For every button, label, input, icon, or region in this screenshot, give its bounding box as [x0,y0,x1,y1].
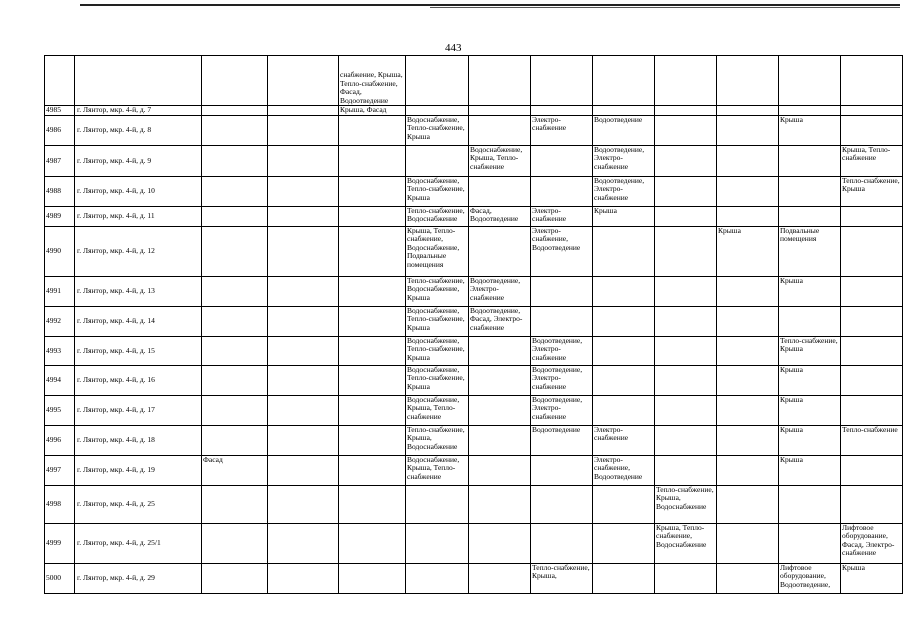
work-cell [202,277,268,307]
work-cell [406,146,469,177]
work-cell: Водоотведение, Электро-снабжение [531,366,593,396]
work-cell [202,486,268,524]
table-row [45,106,903,116]
work-cell [779,524,841,564]
work-cell [655,337,717,366]
work-cell [593,337,655,366]
work-cell: Водоснабжение, Тепло-снабжение, Крыша [406,337,469,366]
table-body [45,56,903,594]
work-cell [841,486,903,524]
work-cell: Лифтовое оборудование, Фасад, Электро-снабжение [841,524,903,564]
work-cell [469,524,531,564]
work-cell [202,227,268,277]
work-cell [593,564,655,594]
work-cell [717,426,779,456]
work-cell [717,146,779,177]
work-cell [339,456,406,486]
work-cell: Тепло-снабжение, Водоснабжение [406,207,469,227]
page-number: 443 [445,42,462,54]
address-cell: г. Лянтор, мкр. 4-й, д. 25 [75,486,202,524]
work-cell [202,337,268,366]
work-cell [655,116,717,146]
cell-empty [779,56,841,106]
work-cell [469,426,531,456]
work-cell [339,116,406,146]
work-cell [339,564,406,594]
table-row [45,277,903,307]
work-cell [655,106,717,116]
cell-empty [531,56,593,106]
row-number: 4997 [45,456,75,486]
work-cell [779,486,841,524]
table-row [45,456,903,486]
work-cell [202,106,268,116]
address-cell: г. Лянтор, мкр. 4-й, д. 16 [75,366,202,396]
work-cell [593,106,655,116]
work-cell [469,366,531,396]
row-number: 4998 [45,486,75,524]
work-cell: Электро-снабжение, Водоотведение [531,227,593,277]
work-cell [202,307,268,337]
work-cell [268,307,339,337]
work-cell [406,564,469,594]
work-cell: Крыша, Тепло-снабжение, Водоснабжение [655,524,717,564]
work-cell [779,177,841,207]
work-cell: Водоснабжение, Тепло-снабжение, Крыша [406,307,469,337]
table-row [45,524,903,564]
work-cell [717,207,779,227]
work-cell: Крыша, Тепло-снабжение, Водоснабжение, Подвальные помещения [406,227,469,277]
work-cell [593,396,655,426]
work-cell: Электро-снабжение [531,116,593,146]
work-cell [339,146,406,177]
table-row [45,307,903,337]
work-cell [593,366,655,396]
work-cell: Водоотведение, Электро-снабжение [593,146,655,177]
work-cell [531,307,593,337]
work-cell [717,177,779,207]
work-cell: Электро-снабжение, Водоотведение [593,456,655,486]
work-cell [339,307,406,337]
work-cell [841,106,903,116]
work-cell [655,177,717,207]
work-cell [202,426,268,456]
work-cell: Тепло-снабжение, Крыша, Водоснабжение [655,486,717,524]
work-cell [655,207,717,227]
work-cell [655,307,717,337]
work-cell [202,396,268,426]
row-number: 4986 [45,116,75,146]
row-number: 4992 [45,307,75,337]
work-cell [779,106,841,116]
repair-schedule-table [44,55,903,594]
work-cell: Крыша [779,366,841,396]
work-cell: Крыша, Фасад [339,106,406,116]
cell-empty [75,56,202,106]
work-cell [202,524,268,564]
address-cell: г. Лянтор, мкр. 4-й, д. 13 [75,277,202,307]
work-cell [268,456,339,486]
work-cell: Крыша [779,456,841,486]
work-cell [339,227,406,277]
work-cell [202,366,268,396]
work-cell [779,207,841,227]
work-cell: Крыша [779,277,841,307]
work-cell: Водоотведение, Электро-снабжение [531,396,593,426]
work-cell [717,106,779,116]
work-cell [268,207,339,227]
work-cell: Водоснабжение, Тепло-снабжение, Крыша [406,366,469,396]
work-cell [717,396,779,426]
work-cell [268,146,339,177]
cell-empty [655,56,717,106]
work-cell [202,146,268,177]
work-cell: Водоотведение, Электро-снабжение [469,277,531,307]
work-cell: Крыша [593,207,655,227]
row-number: 5000 [45,564,75,594]
cell-empty [717,56,779,106]
cell-empty [202,56,268,106]
work-cell: Подвальные помещения [779,227,841,277]
work-cell: Водоснабжение, Тепло-снабжение, Крыша [406,116,469,146]
work-cell [268,426,339,456]
work-cell [717,456,779,486]
work-cell [406,524,469,564]
work-cell: Крыша [717,227,779,277]
work-cell [268,116,339,146]
row-number: 4993 [45,337,75,366]
work-cell: Водоснабжение, Крыша, Тепло-снабжение [406,396,469,426]
work-cell [202,564,268,594]
work-cell [531,456,593,486]
work-cell [531,106,593,116]
address-cell: г. Лянтор, мкр. 4-й, д. 8 [75,116,202,146]
work-cell [841,337,903,366]
work-cell [339,396,406,426]
work-cell [841,456,903,486]
work-cell [593,307,655,337]
work-cell [717,366,779,396]
work-cell: Водоснабжение, Крыша, Тепло-снабжение [406,456,469,486]
work-cell: Водоотведение, Фасад, Электро-снабжение [469,307,531,337]
cell-empty [268,56,339,106]
work-cell: Электро-снабжение [593,426,655,456]
address-cell: г. Лянтор, мкр. 4-й, д. 12 [75,227,202,277]
work-cell: Тепло-снабжение, Крыша [841,177,903,207]
cell-empty [841,56,903,106]
work-cell [841,396,903,426]
table-row [45,337,903,366]
work-cell: Крыша [841,564,903,594]
work-cell [841,366,903,396]
work-cell [655,366,717,396]
work-cell [531,277,593,307]
work-cell: Лифтовое оборудование, Водоотведение, [779,564,841,594]
row-number: 4991 [45,277,75,307]
work-cell: Крыша [779,116,841,146]
work-cell [469,337,531,366]
table-row [45,227,903,277]
cell-empty [406,56,469,106]
work-cell [655,456,717,486]
work-cell [531,486,593,524]
table-row [45,486,903,524]
work-cell: Водоотведение [531,426,593,456]
row-number: 4990 [45,227,75,277]
work-cell: Фасад [202,456,268,486]
work-cell: Тепло-снабжение, Водоснабжение, Крыша [406,277,469,307]
row-number: 4995 [45,396,75,426]
work-cell [841,207,903,227]
work-cell [268,564,339,594]
work-cell [339,177,406,207]
work-cell [655,564,717,594]
work-cell: Водоотведение [593,116,655,146]
work-cell [339,207,406,227]
table-row [45,396,903,426]
work-cell: Фасад, Водоотведение [469,207,531,227]
work-cell [717,307,779,337]
address-cell: г. Лянтор, мкр. 4-й, д. 19 [75,456,202,486]
work-cell [268,396,339,426]
work-cell [469,106,531,116]
address-cell: г. Лянтор, мкр. 4-й, д. 7 [75,106,202,116]
work-cell [268,524,339,564]
work-cell [717,524,779,564]
work-cell [268,366,339,396]
table-row [45,177,903,207]
work-cell: Электро-снабжение [531,207,593,227]
work-cell [655,277,717,307]
work-cell: снабжение, Крыша, Тепло-снабжение, Фасад, Водоотведение [339,56,406,106]
work-cell [406,486,469,524]
work-cell [655,227,717,277]
table-row [45,564,903,594]
address-cell: г. Лянтор, мкр. 4-й, д. 14 [75,307,202,337]
work-cell: Тепло-снабжение, Крыша, Водоснабжение [406,426,469,456]
work-cell: Крыша [779,396,841,426]
work-cell [779,146,841,177]
work-cell [268,486,339,524]
work-cell [655,396,717,426]
address-cell: г. Лянтор, мкр. 4-й, д. 29 [75,564,202,594]
address-cell: г. Лянтор, мкр. 4-й, д. 9 [75,146,202,177]
work-cell [469,486,531,524]
work-cell [339,366,406,396]
work-cell [593,227,655,277]
work-cell [469,564,531,594]
work-cell [268,177,339,207]
work-cell [202,207,268,227]
work-cell: Крыша, Тепло-снабжение [841,146,903,177]
work-cell [469,456,531,486]
work-cell [202,177,268,207]
work-cell: Тепло-снабжение [841,426,903,456]
address-cell: г. Лянтор, мкр. 4-й, д. 11 [75,207,202,227]
work-cell [339,426,406,456]
row-number: 4985 [45,106,75,116]
table-row [45,426,903,456]
table-row-fragment [45,56,903,106]
work-cell: Водоснабжение, Крыша, Тепло-снабжение [469,146,531,177]
work-cell [593,486,655,524]
row-number: 4999 [45,524,75,564]
work-cell [841,307,903,337]
work-cell: Тепло-снабжение, Крыша [779,337,841,366]
header-rule-thin [430,7,900,8]
table-row [45,146,903,177]
work-cell [339,524,406,564]
cell-empty [469,56,531,106]
work-cell [593,277,655,307]
work-cell [469,396,531,426]
work-cell: Тепло-снабжение, Крыша, [531,564,593,594]
work-cell [406,106,469,116]
cell-empty [593,56,655,106]
header-rule [80,4,900,6]
cell-empty [45,56,75,106]
work-cell: Крыша [779,426,841,456]
work-cell: Водоотведение, Электро-снабжение [531,337,593,366]
address-cell: г. Лянтор, мкр. 4-й, д. 25/1 [75,524,202,564]
row-number: 4988 [45,177,75,207]
work-cell [717,337,779,366]
work-cell [717,277,779,307]
work-cell [717,116,779,146]
work-cell [717,486,779,524]
work-cell [469,116,531,146]
work-cell [339,337,406,366]
work-cell [268,227,339,277]
work-cell [841,227,903,277]
work-cell [339,277,406,307]
work-cell [655,146,717,177]
work-cell [531,524,593,564]
work-cell [268,277,339,307]
table-row [45,116,903,146]
address-cell: г. Лянтор, мкр. 4-й, д. 15 [75,337,202,366]
work-cell [469,177,531,207]
work-cell [531,146,593,177]
work-cell [531,177,593,207]
work-cell [841,116,903,146]
work-cell [779,307,841,337]
work-cell [717,564,779,594]
work-cell [202,116,268,146]
row-number: 4987 [45,146,75,177]
row-number: 4996 [45,426,75,456]
work-cell [268,106,339,116]
row-number: 4989 [45,207,75,227]
work-cell [655,426,717,456]
address-cell: г. Лянтор, мкр. 4-й, д. 10 [75,177,202,207]
work-cell: Водоотведение, Электро-снабжение [593,177,655,207]
work-cell [469,227,531,277]
address-cell: г. Лянтор, мкр. 4-й, д. 17 [75,396,202,426]
work-cell [841,277,903,307]
row-number: 4994 [45,366,75,396]
work-cell: Водоснабжение, Тепло-снабжение, Крыша [406,177,469,207]
work-cell [339,486,406,524]
address-cell: г. Лянтор, мкр. 4-й, д. 18 [75,426,202,456]
work-cell [593,524,655,564]
table-row [45,207,903,227]
work-cell [268,337,339,366]
table-row [45,366,903,396]
